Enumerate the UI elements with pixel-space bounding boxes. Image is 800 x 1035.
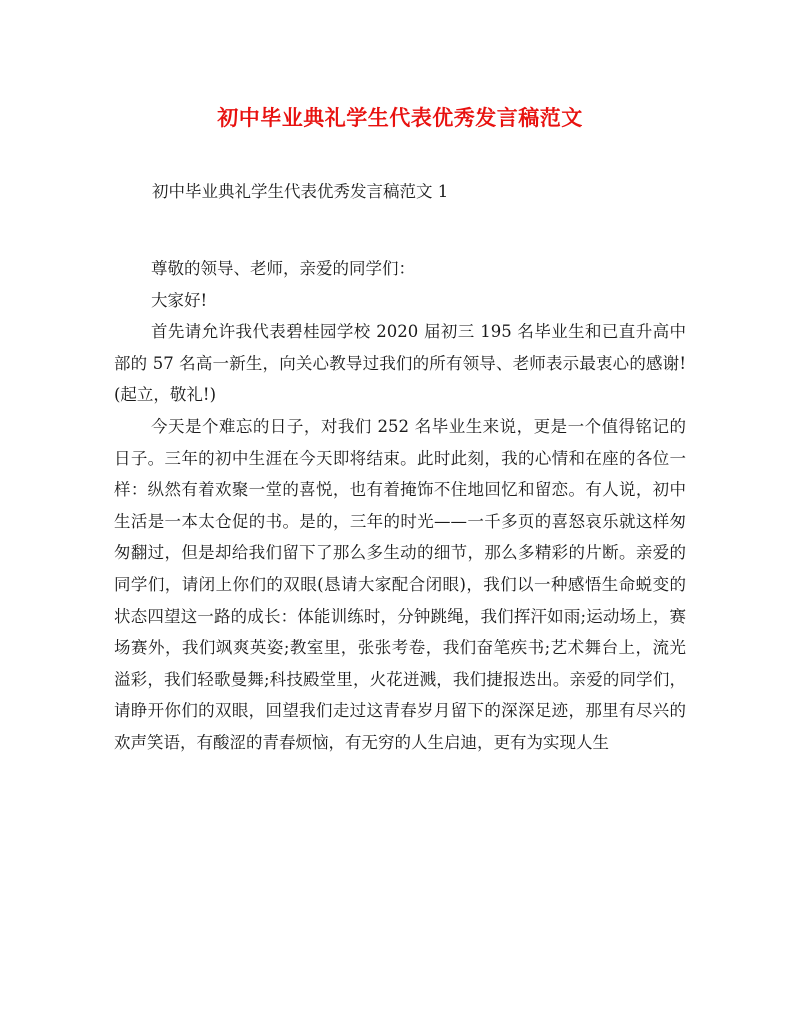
document-subtitle: 初中毕业典礼学生代表优秀发言稿范文 1 <box>152 182 449 201</box>
document-title: 初中毕业典礼学生代表优秀发言稿范文 <box>217 105 583 130</box>
salutation-paragraph: 尊敬的领导、老师，亲爱的同学们： <box>151 259 415 278</box>
body-paragraph: 今天是个难忘的日子，对我们 252 名毕业生来说，更是一个值得铭记的日子。三年的初中生涯在今天即将结束。此时此刻，我的心情和在座的各位一样：纵然有着欢聚一堂的喜悦，也有着掩饰不住地回忆和留恋。有人说，初中生活是一本太仓促的书。是的，三年的时光——一千多页的喜怒哀乐就这样匆匆翻过，但是却给我们留下了那么多生动的细节，那么多精彩的片断。亲爱的同学们，请闭上你们的双眼(恳请大家配合闭眼)，我们以一种感悟生命蜕变的状态四望这一路的成长：体能训练时，分钟跳绳，我们挥汗如雨;运动场上，赛场赛外，我们飒爽英姿;教室里，张张考卷，我们奋笔疾书;艺术舞台上，流光溢彩，我们轻歌曼舞;科技殿堂里，火花迸溅，我们捷报迭出。亲爱的同学们，请睁开你们的双眼，回望我们走过这青春岁月留下的深深足迹，那里有尽兴的欢声笑语，有酸涩的青春烦恼，有无穷的人生启迪，更有为实现人生 <box>114 416 686 752</box>
greeting-paragraph: 大家好! <box>151 290 208 310</box>
document-body <box>114 253 686 759</box>
body-paragraph: 首先请允许我代表碧桂园学校 2020 届初三 195 名毕业生和已直升高中部的 57 名高一新生，向关心教导过我们的所有领导、老师表示最衷心的感谢!(起立，敬礼!) <box>114 322 686 405</box>
